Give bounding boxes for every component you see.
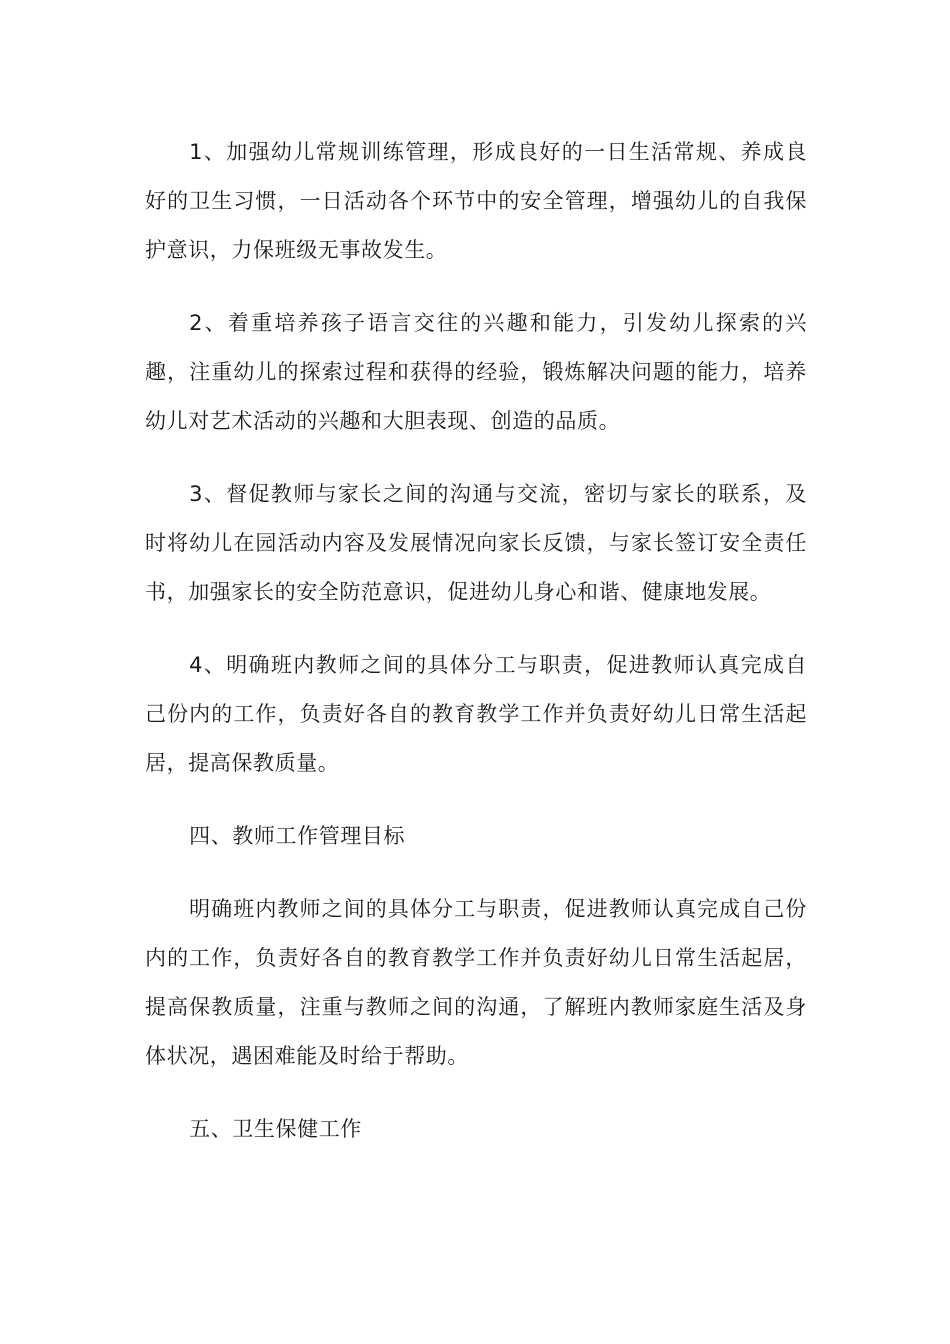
section-body-teacher-management: 明确班内教师之间的具体分工与职责，促进教师认真完成自己份内的工作，负责好各自的教育教学工作并负责好幼儿日常生活起居，提高保教质量，注重与教师之间的沟通，了解班内教师家庭生活及身体状况，遇困难能及时给于帮助。 <box>145 897 807 1068</box>
paragraph-item-4: 4、明确班内教师之间的具体分工与职责，促进教师认真完成自己份内的工作，负责好各自的教育教学工作并负责好幼儿日常生活起居，提高保教质量。 <box>145 653 807 775</box>
paragraph-item-3: 3、督促教师与家长之间的沟通与交流，密切与家长的联系，及时将幼儿在园活动内容及发展情况向家长反馈，与家长签订安全责任书，加强家长的安全防范意识，促进幼儿身心和谐、健康地发展。 <box>145 482 807 604</box>
paragraph-item-1: 1、加强幼儿常规训练管理，形成良好的一日生活常规、养成良好的卫生习惯，一日活动各个环节中的安全管理，增强幼儿的自我保护意识，力保班级无事故发生。 <box>145 140 807 262</box>
section-heading-teacher-management: 四、教师工作管理目标 <box>189 824 406 848</box>
section-heading-health-care: 五、卫生保健工作 <box>189 1117 362 1141</box>
document-body <box>145 128 807 1178</box>
paragraph-item-2: 2、着重培养孩子语言交往的兴趣和能力，引发幼儿探索的兴趣，注重幼儿的探索过程和获得的经验，锻炼解决问题的能力，培养幼儿对艺术活动的兴趣和大胆表现、创造的品质。 <box>145 311 807 433</box>
